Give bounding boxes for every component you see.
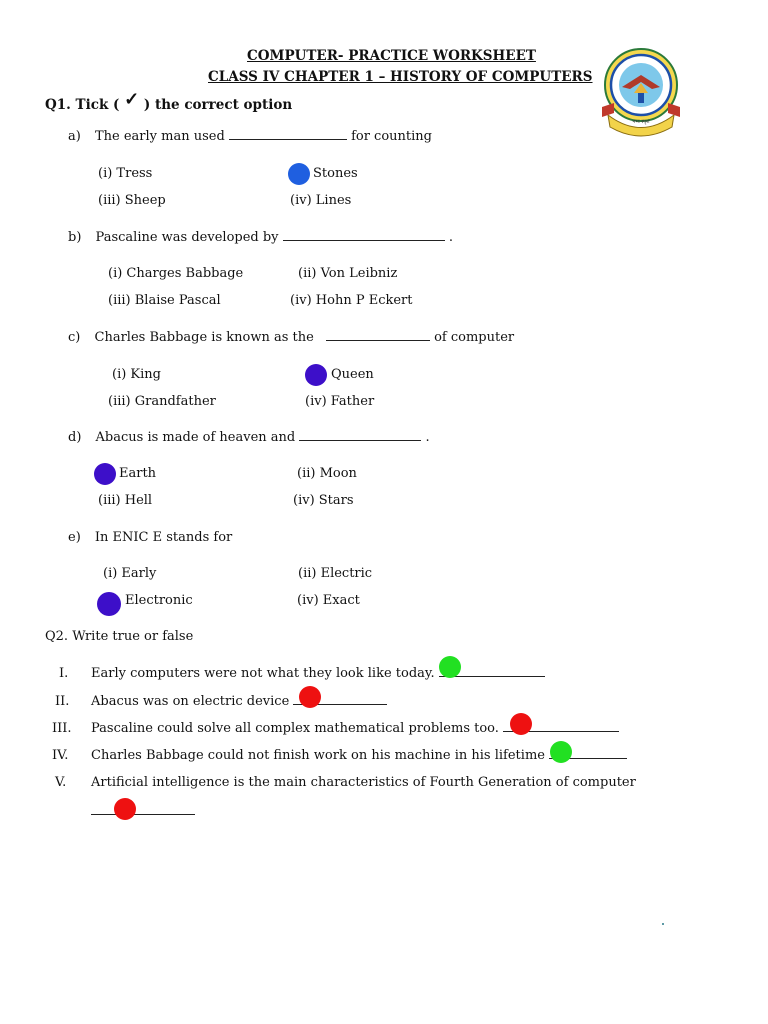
question-d — [68, 430, 430, 445]
question-text: Pascaline was developed by — [95, 230, 279, 245]
answer-mark-purple — [97, 592, 121, 616]
question-label: e) — [68, 530, 81, 545]
question-text: In ENIC E stands for — [94, 530, 233, 545]
option[interactable]: (iii) Blaise Pascal — [108, 293, 221, 308]
tf-item — [91, 694, 387, 709]
q1-heading-post: ) the correct option — [143, 97, 293, 113]
question-text-end: . — [448, 230, 453, 245]
q1-heading — [45, 89, 293, 114]
worksheet-title: COMPUTER- PRACTICE WORKSHEET — [247, 48, 536, 64]
answer-blank[interactable] — [229, 129, 347, 140]
item-number: I. — [59, 666, 69, 681]
option[interactable]: (iii) Hell — [98, 493, 153, 508]
answer-mark-blue — [288, 163, 310, 185]
answer-blank[interactable] — [299, 430, 421, 441]
answer-blank[interactable] — [326, 330, 430, 341]
question-a — [68, 129, 432, 144]
question-label: c) — [68, 330, 81, 345]
tf-item — [91, 721, 619, 736]
answer-mark-green — [439, 656, 461, 678]
item-number: V. — [55, 775, 67, 790]
question-label: d) — [68, 430, 82, 445]
q1-heading-pre: Q1. Tick ( — [45, 97, 120, 113]
stray-dot — [662, 923, 664, 925]
question-text: Charles Babbage is known as the — [94, 330, 314, 345]
answer-blank[interactable] — [283, 230, 445, 241]
question-label: b) — [68, 230, 82, 245]
question-text: Abacus is made of heaven and — [95, 430, 296, 445]
option[interactable]: (ii) Moon — [297, 466, 357, 481]
tf-item — [91, 748, 627, 763]
option[interactable]: (iv) Lines — [290, 193, 352, 208]
worksheet-subtitle: CLASS IV CHAPTER 1 – HISTORY OF COMPUTERS — [208, 69, 593, 85]
q2-heading: Q2. Write true or false — [45, 629, 194, 644]
item-number: III. — [52, 721, 72, 736]
option[interactable]: (ii) Von Leibniz — [298, 266, 398, 281]
option[interactable]: Queen — [331, 367, 374, 382]
tf-item — [91, 666, 545, 681]
option[interactable]: (iv) Stars — [293, 493, 354, 508]
answer-mark-green — [550, 741, 572, 763]
option[interactable]: (iii) Sheep — [98, 193, 166, 208]
tf-statement: Pascaline could solve all complex mathematical problems too. — [91, 721, 499, 736]
checkmark-icon: ✓ — [124, 89, 140, 110]
question-label: a) — [68, 129, 81, 144]
answer-mark-purple — [305, 364, 327, 386]
answer-blank[interactable] — [91, 803, 195, 815]
question-b — [68, 230, 453, 245]
svg-text:नभः स्पृशं: नभः स्पृशं — [632, 119, 650, 125]
tf-statement: Abacus was on electric device — [91, 694, 290, 709]
option[interactable]: (iii) Grandfather — [108, 394, 216, 409]
question-text-end: . — [425, 430, 430, 445]
item-number: IV. — [52, 748, 69, 763]
option[interactable]: (ii) Electric — [298, 566, 373, 581]
item-number: II. — [55, 694, 70, 709]
question-c — [68, 330, 514, 345]
tf-statement: Artificial intelligence is the main characteristics of Fourth Generation of computer — [91, 775, 636, 790]
option[interactable]: (iv) Exact — [297, 593, 360, 608]
option[interactable]: Earth — [119, 466, 157, 481]
option[interactable]: (iv) Father — [305, 394, 375, 409]
option[interactable]: (i) Charges Babbage — [108, 266, 244, 281]
tf-statement: Early computers were not what they look like today. — [91, 666, 435, 681]
answer-mark-purple — [94, 463, 116, 485]
answer-mark-red — [510, 713, 532, 735]
answer-mark-red — [114, 798, 136, 820]
question-text: The early man used — [94, 129, 225, 144]
option[interactable]: Electronic — [125, 593, 193, 608]
option[interactable]: (iv) Hohn P Eckert — [290, 293, 413, 308]
school-logo — [600, 45, 682, 140]
question-text-end: for counting — [351, 129, 432, 144]
option[interactable]: Stones — [313, 166, 358, 181]
question-e — [68, 530, 232, 545]
option[interactable]: (i) King — [112, 367, 161, 382]
option[interactable]: (i) Tress — [98, 166, 153, 181]
tf-statement: Charles Babbage could not finish work on his machine in his lifetime — [91, 748, 545, 763]
question-text-end: of computer — [434, 330, 515, 345]
option[interactable]: (i) Early — [103, 566, 157, 581]
answer-mark-red — [299, 686, 321, 708]
